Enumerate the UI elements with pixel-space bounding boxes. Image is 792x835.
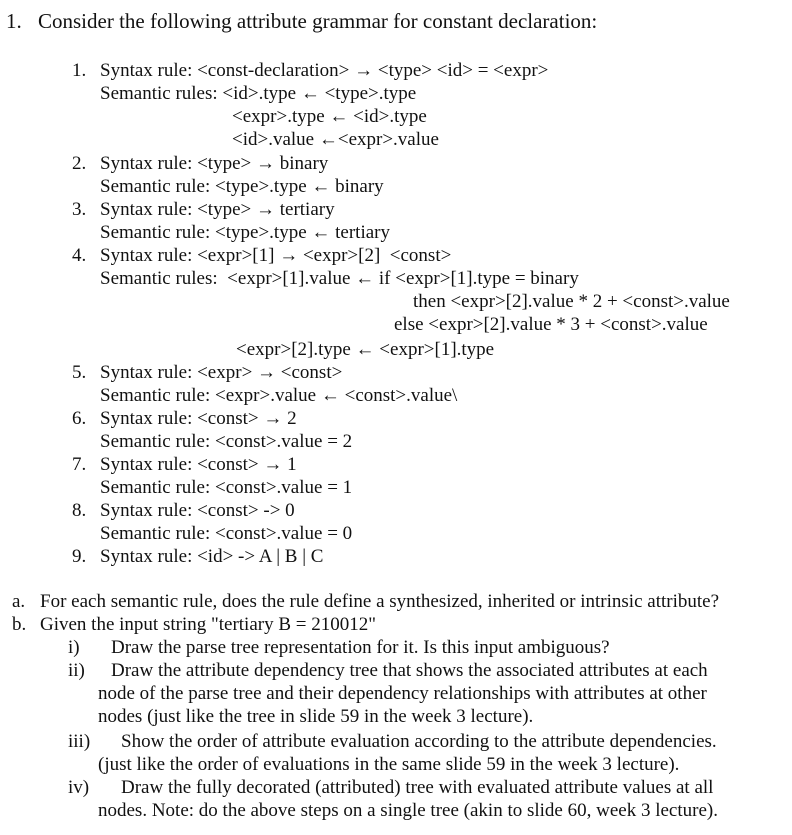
question-number: 1. bbox=[6, 9, 22, 33]
question-text: Consider the following attribute grammar for constant declaration: bbox=[38, 9, 598, 33]
syntax-rule: Syntax rule: <expr>[1] → <expr>[2] <const> bbox=[100, 245, 452, 266]
subpart-text: Draw the fully decorated (attributed) tree with evaluated attribute values at all bbox=[121, 777, 714, 798]
rule-number: 8. bbox=[72, 500, 87, 521]
semantic-rule: Semantic rule: <expr>.value ← <const>.value\ bbox=[100, 385, 458, 406]
semantic-rule: Semantic rule: <type>.type ← binary bbox=[100, 176, 384, 197]
subpart-text: Draw the parse tree representation for it. Is this input ambiguous? bbox=[111, 637, 610, 658]
rule-number: 5. bbox=[72, 362, 87, 383]
syntax-rule: Syntax rule: <const> -> 0 bbox=[100, 500, 295, 521]
syntax-rule: Syntax rule: <id> -> A | B | C bbox=[100, 546, 324, 567]
semantic-rule-continuation: else <expr>[2].value * 3 + <const>.value bbox=[394, 314, 708, 335]
rule-number: 4. bbox=[72, 245, 87, 266]
part-b-label: b. bbox=[12, 614, 27, 635]
semantic-rule-continuation: <expr>[2].type ← <expr>[1].type bbox=[236, 339, 495, 360]
semantic-rule-continuation: <id>.value ←<expr>.value bbox=[232, 129, 439, 150]
rule-number: 6. bbox=[72, 408, 87, 429]
part-a-text: For each semantic rule, does the rule define a synthesized, inherited or intrinsic attribute? bbox=[40, 591, 720, 612]
subpart-text: node of the parse tree and their dependency relationships with attributes at other bbox=[98, 683, 707, 704]
subpart-label: iii) bbox=[68, 731, 91, 752]
subpart-text: Draw the attribute dependency tree that shows the associated attributes at each bbox=[111, 660, 708, 681]
semantic-rule: Semantic rules: <id>.type ← <type>.type bbox=[100, 83, 417, 104]
rule-number: 9. bbox=[72, 546, 87, 567]
syntax-rule: Syntax rule: <const-declaration> → <type> <id> = <expr> bbox=[100, 60, 549, 81]
semantic-rule: Semantic rule: <const>.value = 0 bbox=[100, 523, 353, 544]
rule-number: 3. bbox=[72, 199, 87, 220]
part-a-label: a. bbox=[12, 591, 26, 612]
subpart-text: Show the order of attribute evaluation according to the attribute dependencies. bbox=[121, 731, 717, 752]
syntax-rule: Syntax rule: <type> → tertiary bbox=[100, 199, 335, 220]
semantic-rule: Semantic rule: <const>.value = 2 bbox=[100, 431, 353, 452]
rule-number: 1. bbox=[72, 60, 87, 81]
subpart-text: (just like the order of evaluations in the same slide 59 in the week 3 lecture). bbox=[98, 754, 680, 775]
subpart-label: ii) bbox=[68, 660, 85, 681]
part-b-text: Given the input string "tertiary B = 210012" bbox=[40, 614, 376, 635]
subpart-label: iv) bbox=[68, 777, 90, 798]
syntax-rule: Syntax rule: <const> → 2 bbox=[100, 408, 297, 429]
subpart-text: nodes (just like the tree in slide 59 in the week 3 lecture). bbox=[98, 706, 534, 727]
subpart-text: nodes. Note: do the above steps on a single tree (akin to slide 60, week 3 lecture). bbox=[98, 800, 718, 821]
syntax-rule: Syntax rule: <type> → binary bbox=[100, 153, 329, 174]
semantic-rule: Semantic rule: <const>.value = 1 bbox=[100, 477, 353, 498]
syntax-rule: Syntax rule: <const> → 1 bbox=[100, 454, 297, 475]
semantic-rule: Semantic rules: <expr>[1].value ← if <expr>[1].type = binary bbox=[100, 268, 579, 289]
semantic-rule-continuation: <expr>.type ← <id>.type bbox=[232, 106, 427, 127]
syntax-rule: Syntax rule: <expr> → <const> bbox=[100, 362, 343, 383]
semantic-rule-continuation: then <expr>[2].value * 2 + <const>.value bbox=[413, 291, 730, 312]
subpart-label: i) bbox=[68, 637, 80, 658]
rule-number: 2. bbox=[72, 153, 87, 174]
rule-number: 7. bbox=[72, 454, 87, 475]
semantic-rule: Semantic rule: <type>.type ← tertiary bbox=[100, 222, 390, 243]
